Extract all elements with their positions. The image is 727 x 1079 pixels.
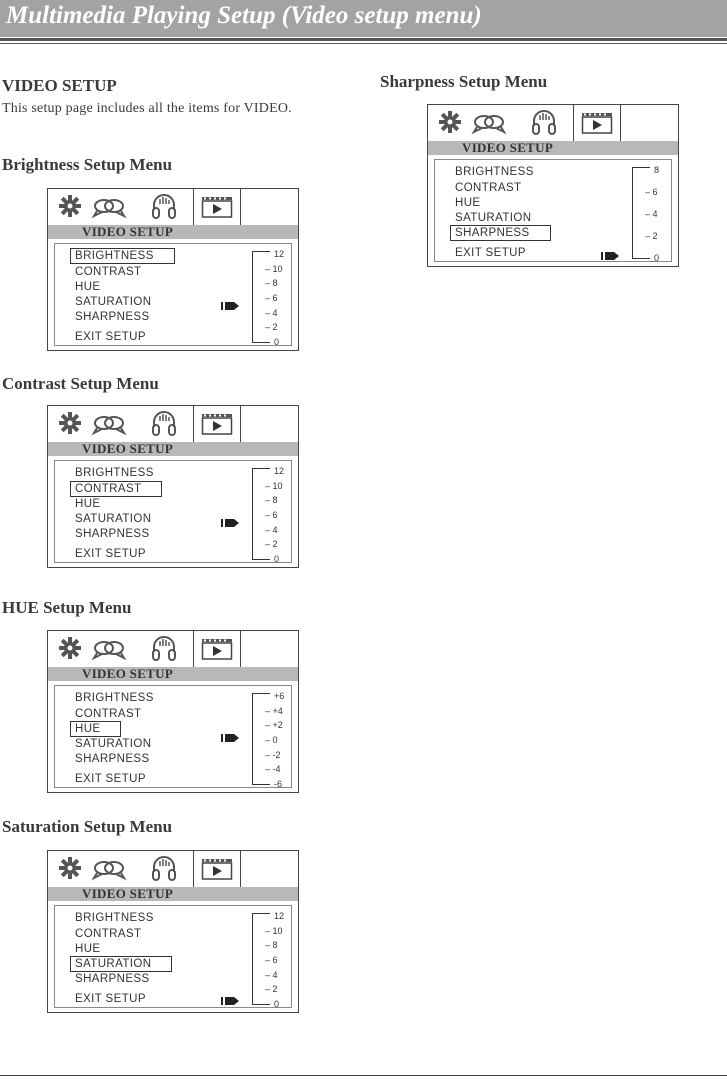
exit-setup-item[interactable]: EXIT SETUP xyxy=(75,548,146,560)
scale-tick-label: – -4 xyxy=(265,764,281,775)
exit-setup-item[interactable]: EXIT SETUP xyxy=(75,773,146,785)
video-play-icon[interactable] xyxy=(201,413,233,440)
scale-tick-label: 12 xyxy=(274,249,285,259)
pointer-arrow-icon xyxy=(221,993,241,1003)
section-heading-hue: HUE Setup Menu xyxy=(2,598,132,617)
headphones-icon[interactable] xyxy=(150,192,178,225)
gear-icon[interactable] xyxy=(58,194,82,223)
scale-tick-label: 0 xyxy=(654,253,660,263)
scale-tick-label: – +2 xyxy=(265,720,283,731)
menu-item-brightness[interactable]: BRIGHTNESS xyxy=(75,692,154,704)
value-scale xyxy=(252,691,292,789)
gear-icon[interactable] xyxy=(58,856,82,885)
section-heading-sharpness: Sharpness Setup Menu xyxy=(380,72,548,91)
value-scale xyxy=(632,165,672,263)
exit-setup-item[interactable]: EXIT SETUP xyxy=(75,331,146,343)
osd-menu-saturation xyxy=(47,850,299,1013)
menu-item-sharpness[interactable]: SHARPNESS xyxy=(75,973,150,985)
scale-tick-label: – 6 xyxy=(265,510,278,520)
menu-item-brightness[interactable]: BRIGHTNESS xyxy=(455,166,534,178)
menu-item-brightness[interactable]: BRIGHTNESS xyxy=(75,912,154,924)
exit-setup-item[interactable]: EXIT SETUP xyxy=(75,993,146,1005)
scale-tick-label: 8 xyxy=(654,165,660,175)
pointer-arrow-icon xyxy=(221,730,241,740)
header-rule xyxy=(0,38,727,41)
headphones-icon[interactable] xyxy=(150,409,178,442)
speech-bubbles-icon[interactable] xyxy=(91,412,127,441)
scale-tick-label: – 2 xyxy=(265,322,278,333)
intro-text: This setup page includes all the items for VIDEO. xyxy=(2,101,292,116)
gear-icon[interactable] xyxy=(58,636,82,665)
scale-tick-label: 12 xyxy=(274,911,285,921)
osd-menu-contrast xyxy=(47,405,299,568)
menu-content xyxy=(54,905,292,1008)
gear-icon[interactable] xyxy=(438,110,462,139)
scale-tick-label: – 4 xyxy=(645,209,658,219)
scale-tick-label: – 4 xyxy=(265,307,278,318)
menu-item-sharpness[interactable]: SHARPNESS xyxy=(75,528,150,540)
value-scale xyxy=(252,249,292,347)
headphones-icon[interactable] xyxy=(150,854,178,887)
footer-rule xyxy=(0,1075,727,1076)
speech-bubbles-icon[interactable] xyxy=(91,857,127,886)
gear-icon[interactable] xyxy=(58,411,82,440)
exit-setup-item[interactable]: EXIT SETUP xyxy=(455,247,526,259)
osd-menu-brightness xyxy=(47,188,299,351)
page-title: Multimedia Playing Setup (Video setup menu) xyxy=(6,2,482,29)
pointer-arrow-icon xyxy=(601,248,621,258)
video-play-icon[interactable] xyxy=(201,858,233,885)
scale-tick-label: – 4 xyxy=(265,524,278,535)
scale-tick-label: – 2 xyxy=(265,984,278,995)
menu-item-saturation[interactable]: SATURATION xyxy=(75,296,152,308)
scale-tick-label: 0 xyxy=(274,554,280,564)
menu-item-saturation[interactable]: SATURATION xyxy=(75,738,152,750)
headphones-icon[interactable] xyxy=(530,108,558,141)
scale-tick-label: 0 xyxy=(274,337,280,347)
panel-title: VIDEO SETUP xyxy=(462,140,554,155)
scale-tick-label: +6 xyxy=(274,691,285,701)
scale-tick-label: – 2 xyxy=(265,539,278,550)
menu-item-contrast[interactable]: CONTRAST xyxy=(71,482,161,496)
osd-menu-sharpness xyxy=(427,104,679,267)
panel-title: VIDEO SETUP xyxy=(82,441,174,456)
scale-tick-label: – 0 xyxy=(265,735,278,745)
osd-menu-hue xyxy=(47,630,299,793)
scale-tick-label: – +4 xyxy=(265,705,283,716)
video-play-icon[interactable] xyxy=(581,112,613,139)
pointer-arrow-icon xyxy=(221,298,241,308)
value-scale xyxy=(252,911,292,1009)
scale-tick-label: – 2 xyxy=(645,231,658,241)
intro-heading: VIDEO SETUP xyxy=(2,76,117,95)
menu-item-sharpness[interactable]: SHARPNESS xyxy=(75,311,150,323)
pointer-arrow-icon xyxy=(221,515,241,525)
panel-title: VIDEO SETUP xyxy=(82,666,174,681)
menu-item-contrast[interactable]: CONTRAST xyxy=(75,266,142,278)
speech-bubbles-icon[interactable] xyxy=(91,637,127,666)
scale-tick-label: – 8 xyxy=(265,495,278,506)
menu-content xyxy=(54,460,292,563)
scale-tick-label: – 10 xyxy=(265,263,283,274)
menu-content xyxy=(54,685,292,788)
scale-tick-label: – 6 xyxy=(265,293,278,303)
speech-bubbles-icon[interactable] xyxy=(471,111,507,140)
menu-content xyxy=(434,159,672,262)
menu-item-brightness[interactable]: BRIGHTNESS xyxy=(71,249,174,263)
scale-tick-label: – -2 xyxy=(265,749,281,760)
scale-tick-label: 0 xyxy=(274,999,280,1009)
menu-item-hue[interactable]: HUE xyxy=(75,943,101,955)
menu-item-contrast[interactable]: CONTRAST xyxy=(455,182,522,194)
speech-bubbles-icon[interactable] xyxy=(91,195,127,224)
scale-tick-label: – 8 xyxy=(265,278,278,289)
menu-item-contrast[interactable]: CONTRAST xyxy=(75,708,142,720)
scale-tick-label: – 8 xyxy=(265,940,278,951)
header-rule-thin xyxy=(0,43,727,44)
headphones-icon[interactable] xyxy=(150,634,178,667)
menu-item-contrast[interactable]: CONTRAST xyxy=(75,928,142,940)
menu-item-hue[interactable]: HUE xyxy=(455,197,481,209)
menu-item-hue[interactable]: HUE xyxy=(75,281,101,293)
header-bar xyxy=(0,0,727,37)
video-play-icon[interactable] xyxy=(201,638,233,665)
panel-title: VIDEO SETUP xyxy=(82,224,174,239)
menu-item-brightness[interactable]: BRIGHTNESS xyxy=(75,467,154,479)
menu-item-hue[interactable]: HUE xyxy=(75,498,101,510)
menu-item-sharpness[interactable]: SHARPNESS xyxy=(75,753,150,765)
menu-item-saturation[interactable]: SATURATION xyxy=(75,513,152,525)
menu-item-sharpness[interactable]: SHARPNESS xyxy=(451,226,550,240)
menu-item-saturation[interactable]: SATURATION xyxy=(71,957,171,971)
scale-tick-label: – 4 xyxy=(265,969,278,980)
scale-tick-label: 12 xyxy=(274,466,285,476)
panel-title: VIDEO SETUP xyxy=(82,886,174,901)
menu-content xyxy=(54,243,292,346)
scale-tick-label: – 10 xyxy=(265,480,283,491)
scale-tick-label: – 6 xyxy=(645,187,658,197)
scale-tick-label: -6 xyxy=(274,779,283,789)
section-heading-contrast: Contrast Setup Menu xyxy=(2,374,159,393)
section-heading-brightness: Brightness Setup Menu xyxy=(2,155,173,174)
section-heading-saturation: Saturation Setup Menu xyxy=(2,817,173,836)
menu-item-hue[interactable]: HUE xyxy=(71,722,120,736)
menu-item-saturation[interactable]: SATURATION xyxy=(455,212,532,224)
value-scale xyxy=(252,466,292,564)
scale-tick-label: – 10 xyxy=(265,925,283,936)
video-play-icon[interactable] xyxy=(201,196,233,223)
scale-tick-label: – 6 xyxy=(265,955,278,965)
